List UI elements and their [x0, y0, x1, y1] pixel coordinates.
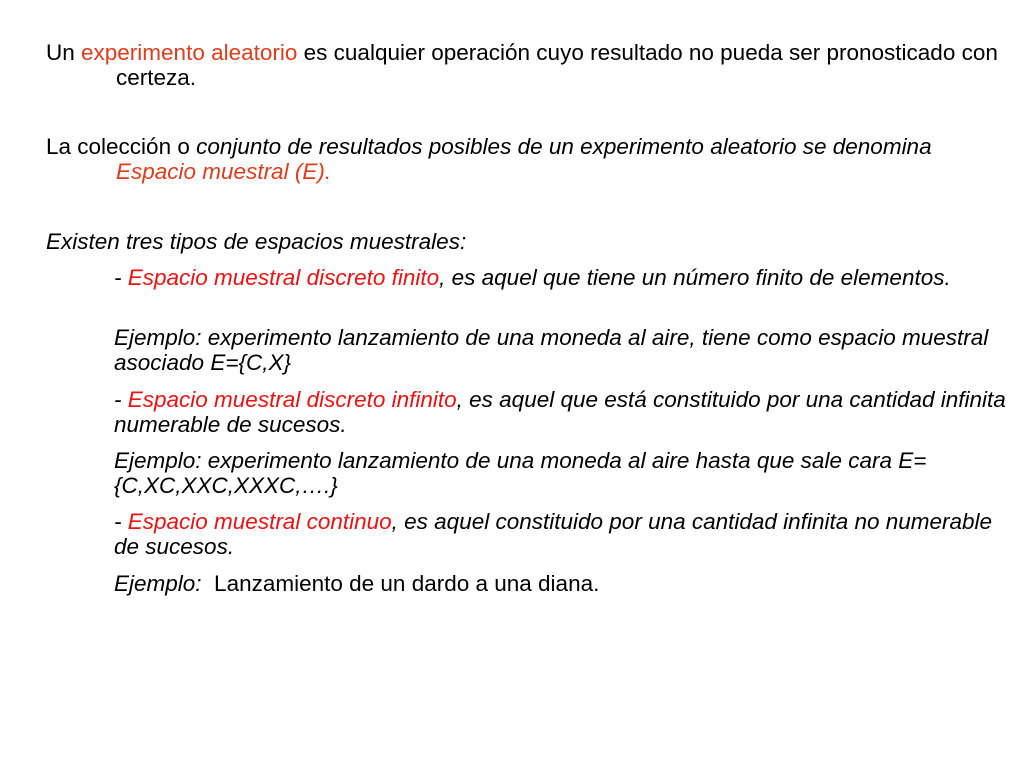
type3-dash: - — [114, 509, 128, 534]
p1-post: es cualquier operación cuyo resultado no pueda ser pronosticado con certeza. — [116, 40, 998, 90]
example-discrete-infinite: Ejemplo: experimento lanzamiento de una moneda al aire hasta que sale cara E={C,XC,XXC,XXXC,….} — [114, 448, 927, 498]
p2-pre: La colección o — [46, 134, 197, 159]
type-discrete-finite — [114, 265, 1014, 290]
type2-definition: , es aquel que está constituido por una cantidad infinita numerable de sucesos. — [114, 387, 1006, 437]
example3-label: Ejemplo: — [114, 571, 202, 596]
type1-definition: , es aquel que tiene un número finito de elementos. — [439, 265, 951, 290]
type3-definition: , es aquel constituido por una cantidad infinita no numerable de sucesos. — [114, 509, 993, 559]
type-discrete-infinite — [114, 387, 1014, 437]
example-discrete-finite: Ejemplo: experimento lanzamiento de una moneda al aire, tiene como espacio muestral asociado E={C,X} — [114, 325, 989, 375]
term-experimento-aleatorio: experimento aleatorio — [81, 40, 298, 65]
type1-dash: - — [114, 265, 128, 290]
example3-text: Lanzamiento de un dardo a una diana. — [201, 571, 600, 596]
term-continuous: Espacio muestral continuo — [127, 509, 392, 534]
term-discrete-finite: Espacio muestral discreto finito — [127, 265, 440, 290]
heading-three-types: Existen tres tipos de espacios muestrales: — [46, 229, 467, 254]
term-discrete-infinite: Espacio muestral discreto infinito — [127, 387, 457, 412]
example-continuous — [114, 571, 1014, 596]
p1-pre: Un — [46, 40, 82, 65]
p2-italic: conjunto de resultados posibles de un experimento aleatorio se denomina — [196, 134, 932, 159]
term-espacio-muestral: Espacio muestral (E). — [116, 159, 332, 184]
type2-dash: - — [114, 387, 128, 412]
type-continuous — [114, 509, 1014, 559]
paragraph-definition-experiment — [46, 40, 1006, 90]
paragraph-definition-sample-space — [46, 134, 1006, 184]
